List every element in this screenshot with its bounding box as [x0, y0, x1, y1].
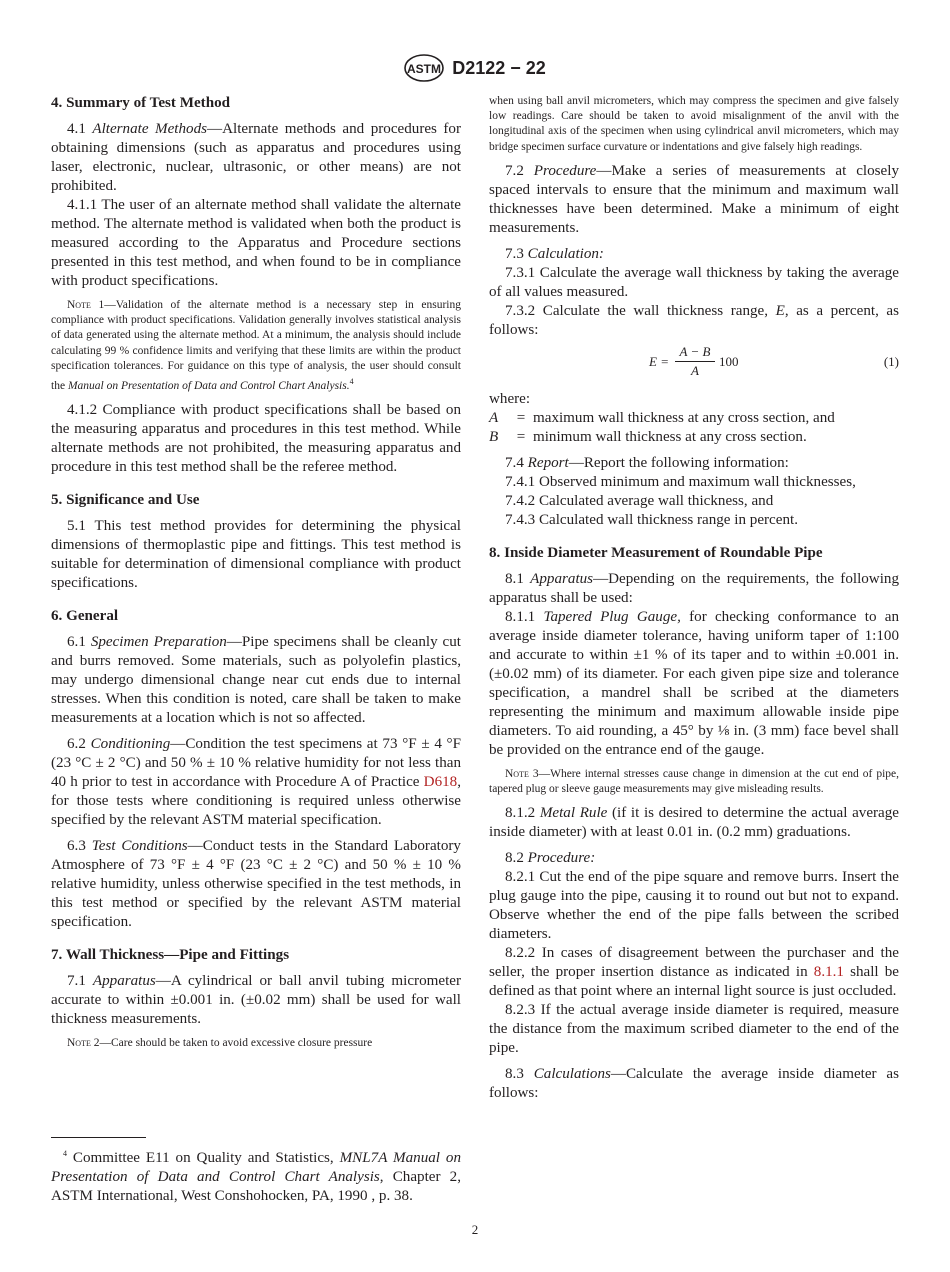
para-7-3-2: 7.3.2 Calculate the wall thickness range, E, as a percent, as follows:	[489, 302, 899, 338]
para-4-1-1: 4.1.1 The user of an alternate method shall validate the alternate method. The alternate method is validated when both the product is measured according to the Apparatus and Procedure sections presented in this test method, and when found to be in compliance with product specifications.	[51, 197, 461, 289]
para-7-4-2: 7.4.2 Calculated average wall thickness, and	[505, 492, 774, 509]
document-id: D2122 − 22	[452, 57, 546, 78]
para-4-1: 4.1 Alternate Methods—Alternate methods and procedures for obtaining dimensions (such as apparatus and procedures using laser, electronic, nuclear, ultrasonic, or other means) are not prohibited.	[51, 121, 462, 194]
variable-definitions	[489, 409, 899, 447]
para-7-2: 7.2 Procedure—Make a series of measurements at closely spaced intervals to ensure that the minimum and maximum wall thicknesses have been determined. Make a minimum of eight measurements.	[489, 162, 899, 236]
page-header	[0, 54, 950, 84]
where-label: where:	[489, 390, 531, 407]
para-8-3: 8.3 Calculations—Calculate the average inside diameter as follows:	[489, 1066, 899, 1102]
note-1: Note 1—Validation of the alternate method is a necessary step in ensuring compliance with product specifications. Validation generally involves statistical analysis of data generated using the alternate method. At a minimum, the analysis should include calculating 99 % confidence limits and verifying that these limits are within the product specification tolerances. For guidance on this type of analysis, the user should consult the Manual on Presentation of Data and Control Chart Analysis.$^4$	[51, 299, 461, 392]
note-2: Note 2—Care should be taken to avoid excessive closure pressure	[67, 1037, 373, 1050]
astm-logo-icon	[404, 54, 444, 82]
footnote-4: $^4$ Committee E11 on Quality and Statistics, MNL7A Manual on Presentation of Data and Control Chart Analysis, Chapter 2, ASTM International, West Conshohocken, PA, 1990 , p. 38.	[51, 1149, 462, 1205]
para-8-2-3: 8.2.3 If the actual average inside diameter is required, measure the distance from the maximum scribed diameter to the end of the pipe.	[489, 1002, 899, 1057]
left-column	[51, 94, 462, 1205]
para-6-1: 6.1 Specimen Preparation—Pipe specimens shall be cleanly cut and burrs removed. Some materials, such as polyolefin plastics, may undergo dimensional change near cut ends due to internal stresses. When this condition is noted, care shall be taken to make measurements at a location which is not so affected.	[51, 634, 461, 727]
para-5-1: 5.1 This test method provides for determining the physical dimensions of thermoplastic pipe and fittings. This test method is suitable for determination of dimensional compliance with product specifications.	[51, 518, 461, 592]
section-4-heading: 4. Summary of Test Method	[51, 95, 231, 111]
note-3: Note 3—Where internal stresses cause change in dimension at the cut end of pipe, tapered plug or sleeve gauge measurements may give misleading results.	[489, 767, 899, 796]
definition-b: B = minimum wall thickness at any cross section.	[489, 428, 807, 445]
para-7-3: 7.3 Calculation:	[505, 245, 604, 262]
right-column	[489, 94, 899, 1103]
para-4-1-2: 4.1.2 Compliance with product specifications shall be based on the measuring apparatus and procedures in this test method. While alternate methods are not prohibited, the measuring apparatus and procedure in this test method shall be the referee method.	[51, 402, 461, 476]
link-d618[interactable]: D618	[423, 774, 458, 791]
equation-denominator: A	[691, 362, 699, 378]
para-8-1-2: 8.1.2 Metal Rule (if it is desired to determine the actual average inside diameter) with at least 0.01 in. (0.2 mm) graduations.	[489, 805, 899, 841]
para-6-3: 6.3 Test Conditions—Conduct tests in the Standard Laboratory Atmosphere of 73 °F ± 4 °F (23 °C ± 2 °C) and 50 % ± 10 % relative humidity, unless otherwise specified in the test methods, in this test method or specified by the relevant ASTM material specification.	[51, 838, 461, 931]
para-7-3-1: 7.3.1 Calculate the average wall thickness by taking the average of all values measured.	[489, 264, 899, 300]
para-7-4: 7.4 Report—Report the following information:	[505, 454, 789, 471]
equation-numerator: A − B	[675, 344, 715, 362]
para-7-4-1: 7.4.1 Observed minimum and maximum wall thicknesses,	[505, 473, 856, 490]
note-2-continued: when using ball anvil micrometers, which may compress the specimen and give falsely low readings. Care should be taken to avoid misalignment of the anvil with the longitudinal axis of the specimen when using cylindrical anvil micrometers, which may bridge specimen surface curvature or indentations and give falsely high readings.	[489, 95, 899, 153]
section-6-heading: 6. General	[51, 608, 119, 625]
para-8-1: 8.1 Apparatus—Depending on the requirements, the following apparatus shall be used:	[489, 570, 899, 606]
para-8-2-1: 8.2.1 Cut the end of the pipe square and remove burrs. Insert the plug gauge into the pipe, causing it to round out but not to expand. Observe whether the end of the pipe falls between the scribed diameters.	[489, 869, 899, 943]
page-number: 2	[471, 1222, 479, 1237]
para-8-1-1: 8.1.1 Tapered Plug Gauge, for checking conformance to an average inside diameter tolerance, having uniform taper of 1:100 and accurate to within ±1 % of its taper and to within ±0.001 in. (±0.02 mm) of its diameter. For each given pipe size and tolerance specification, a mandrel shall be scribed at the diameters representing the minimum and maximum allowable inside pipe diameters. To aid rounding, a 45° by ⅛ in. (3 mm) face bevel shall be provided on the entrance end of the gauge.	[489, 608, 899, 758]
para-7-1: 7.1 Apparatus—A cylindrical or ball anvil tubing micrometer accurate to within ±0.001 in. (±0.02 mm) shall be used for wall thickness measurements.	[51, 973, 461, 1028]
section-5-heading: 5. Significance and Use	[51, 492, 200, 509]
section-8-heading: 8. Inside Diameter Measurement of Roundable Pipe	[489, 544, 823, 561]
equation-1	[489, 340, 899, 384]
equation-number: (1)	[883, 353, 899, 369]
footnote-area	[51, 1137, 461, 1206]
para-8-2-2: 8.2.2 In cases of disagreement between the purchaser and the seller, the proper insertion distance as indicated in 8.1.1 shall be defined as that point where an internal light source is just occluded.	[489, 945, 899, 1000]
link-8-1-1[interactable]: 8.1.1	[813, 964, 844, 981]
section-7-heading: 7. Wall Thickness—Pipe and Fittings	[51, 947, 290, 964]
svg-text:ASTM: ASTM	[407, 62, 442, 76]
para-8-2: 8.2 Procedure:	[505, 850, 596, 867]
equation-factor: 100	[719, 353, 739, 369]
para-7-4-3: 7.4.3 Calculated wall thickness range in percent.	[505, 511, 798, 528]
equation-lhs: E =	[649, 353, 669, 369]
definition-a: A = maximum wall thickness at any cross section, and	[489, 409, 835, 426]
equation-fraction	[675, 344, 715, 379]
para-6-2: 6.2 Conditioning—Condition the test specimens at 73 °F ± 4 °F (23 °C ± 2 °C) and 50 % ± 10 % relative humidity for not less than 40 h prior to test in accordance with Procedure A of Practice D618, for those tests where conditioning is required unless otherwise specified by the relevant ASTM material specification.	[51, 736, 461, 829]
